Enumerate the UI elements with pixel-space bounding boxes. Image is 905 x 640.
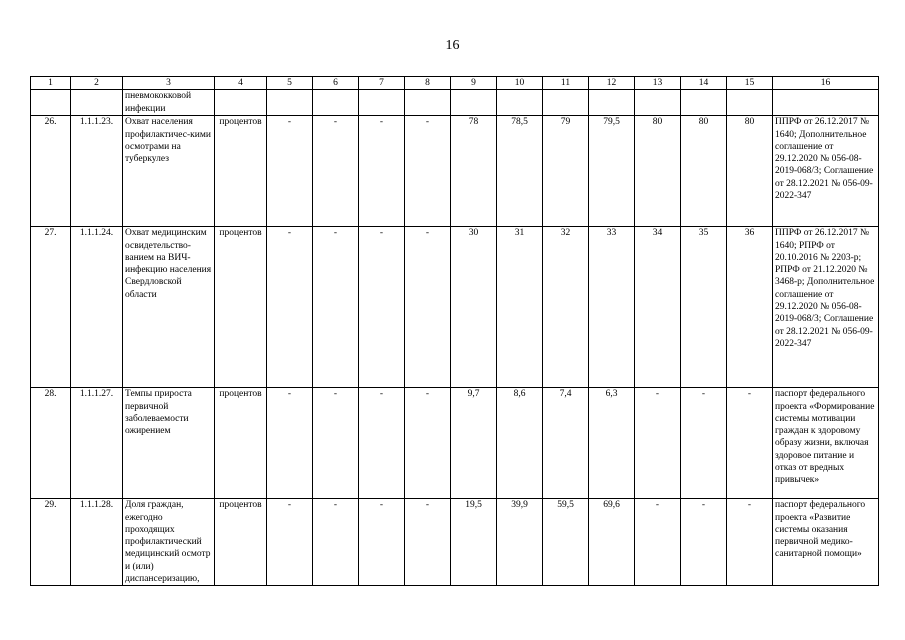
value-cell: 30 [451, 227, 497, 388]
column-header: 9 [451, 77, 497, 90]
value-cell: 80 [681, 116, 727, 227]
value-cell: 6,3 [589, 388, 635, 499]
column-header: 2 [71, 77, 123, 90]
value-cell: 34 [635, 227, 681, 388]
column-header: 5 [267, 77, 313, 90]
value-cell: - [635, 388, 681, 499]
value-cell: 39,9 [497, 499, 543, 586]
value-cell: - [405, 388, 451, 499]
unit: процентов [215, 227, 267, 388]
indicator-name: пневмококковой инфекции [123, 90, 215, 116]
value-cell: 31 [497, 227, 543, 388]
row-number: 26. [31, 116, 71, 227]
value-cell: 78,5 [497, 116, 543, 227]
value-cell: 9,7 [451, 388, 497, 499]
value-cell: - [635, 499, 681, 586]
row-number: 29. [31, 499, 71, 586]
indicators-table [30, 76, 879, 586]
value-cell: 80 [635, 116, 681, 227]
value-cell: 32 [543, 227, 589, 388]
column-header: 1 [31, 77, 71, 90]
value-cell: 35 [681, 227, 727, 388]
indicator-code: 1.1.1.23. [71, 116, 123, 227]
value-cell: - [313, 388, 359, 499]
indicator-name: Охват медицинским освидетельство-ванием на ВИЧ-инфекцию населения Свердловской области [123, 227, 215, 388]
value-cell: - [359, 116, 405, 227]
value-cell: - [267, 388, 313, 499]
value-cell: - [405, 499, 451, 586]
column-header: 7 [359, 77, 405, 90]
column-header: 15 [727, 77, 773, 90]
value-cell: - [359, 227, 405, 388]
value-cell: - [359, 499, 405, 586]
source-document: ППРФ от 26.12.2017 № 1640; РПРФ от 20.10.2016 № 2203-р; РПРФ от 21.12.2020 № 3468-р; Дополнительное соглашение от 29.12.2020 № 056-08-2019-068/3; Соглашение от 28.12.2021 № 056-09-2022-347 [773, 227, 879, 388]
value-cell: - [267, 116, 313, 227]
unit: процентов [215, 116, 267, 227]
value-cell: - [267, 227, 313, 388]
value-cell: 19,5 [451, 499, 497, 586]
value-cell: 69,6 [589, 499, 635, 586]
value-cell: 80 [727, 116, 773, 227]
column-header: 8 [405, 77, 451, 90]
page-number: 16 [445, 38, 460, 53]
indicator-name: Доля граждан, ежегодно проходящих профилактический медицинский осмотр и (или) диспансеризацию, [123, 499, 215, 586]
value-cell: - [313, 227, 359, 388]
unit: процентов [215, 499, 267, 586]
value-cell: 36 [727, 227, 773, 388]
source-document: ППРФ от 26.12.2017 № 1640; Дополнительное соглашение от 29.12.2020 № 056-08-2019-068/3; Соглашение от 28.12.2021 № 056-09-2022-347 [773, 116, 879, 227]
column-header: 13 [635, 77, 681, 90]
indicator-name: Охват населения профилактичес-кими осмотрами на туберкулез [123, 116, 215, 227]
value-cell: - [313, 116, 359, 227]
value-cell: - [313, 499, 359, 586]
value-cell: 33 [589, 227, 635, 388]
column-header: 14 [681, 77, 727, 90]
value-cell: 7,4 [543, 388, 589, 499]
value-cell: 79,5 [589, 116, 635, 227]
value-cell: - [267, 499, 313, 586]
row-number: 27. [31, 227, 71, 388]
table-row [31, 116, 879, 227]
column-number-row [31, 77, 879, 90]
value-cell: - [681, 499, 727, 586]
table-row [31, 388, 879, 499]
indicator-code: 1.1.1.28. [71, 499, 123, 586]
column-header: 12 [589, 77, 635, 90]
indicator-code: 1.1.1.27. [71, 388, 123, 499]
source-document: паспорт федерального проекта «Развитие системы оказания первичной медико-санитарной помощи» [773, 499, 879, 586]
table-row [31, 227, 879, 388]
column-header: 16 [773, 77, 879, 90]
value-cell: - [727, 388, 773, 499]
value-cell: - [405, 116, 451, 227]
value-cell: 78 [451, 116, 497, 227]
column-header: 6 [313, 77, 359, 90]
value-cell: - [681, 388, 727, 499]
source-document: паспорт федерального проекта «Формирование системы мотивации граждан к здоровому образу жизни, включая здоровое питание и отказ от вредных привычек» [773, 388, 879, 499]
indicator-code: 1.1.1.24. [71, 227, 123, 388]
column-header: 11 [543, 77, 589, 90]
value-cell: 59,5 [543, 499, 589, 586]
unit: процентов [215, 388, 267, 499]
value-cell: - [359, 388, 405, 499]
continuation-row [31, 90, 879, 116]
value-cell: 8,6 [497, 388, 543, 499]
column-header: 3 [123, 77, 215, 90]
column-header: 4 [215, 77, 267, 90]
table-row [31, 499, 879, 586]
row-number: 28. [31, 388, 71, 499]
column-header: 10 [497, 77, 543, 90]
indicator-name: Темпы прироста первичной заболеваемости ожирением [123, 388, 215, 499]
value-cell: 79 [543, 116, 589, 227]
value-cell: - [727, 499, 773, 586]
value-cell: - [405, 227, 451, 388]
